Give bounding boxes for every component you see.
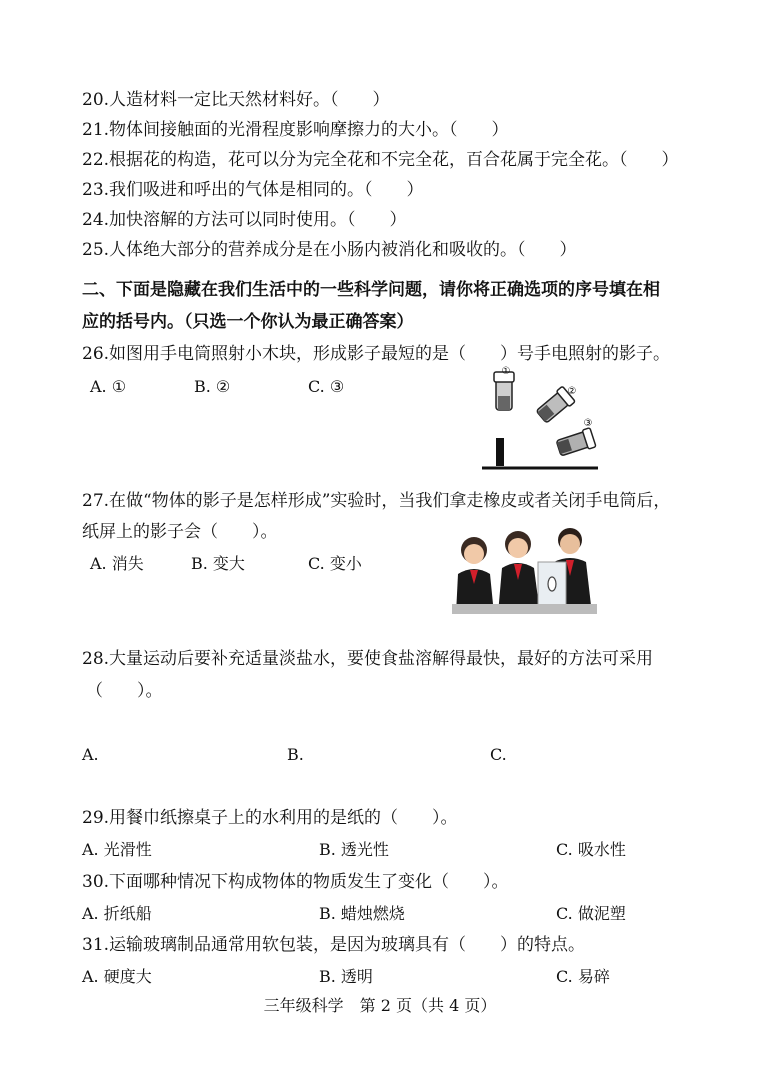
q31-option-c[interactable]: C. 易碎 xyxy=(556,967,610,986)
figure-label-1: ① xyxy=(501,366,511,377)
question-27-line1: 27.在做“物体的影子是怎样形成”实验时，当我们拿走橡皮或者关闭手电筒后， xyxy=(82,491,671,511)
question-26: 26.如图用手电筒照射小木块，形成影子最短的是（ ）号手电照射的影子。 xyxy=(82,344,671,364)
q28-option-c[interactable]: C. xyxy=(490,745,507,764)
flashlight-shadow-figure xyxy=(480,362,600,474)
question-31: 31.运输玻璃制品通常用软包装，是因为玻璃具有（ ）的特点。 xyxy=(82,935,586,955)
figure-label-3: ③ xyxy=(583,418,593,429)
q26-option-b[interactable]: B. ② xyxy=(194,377,231,396)
question-29: 29.用餐巾纸擦桌子上的水利用的是纸的（ ）。 xyxy=(82,808,458,828)
q26-option-a[interactable]: A. ① xyxy=(90,377,127,396)
section-2-heading-line1: 二、下面是隐藏在我们生活中的一些科学问题，请你将正确选项的序号填在相 xyxy=(82,280,660,300)
q30-option-c[interactable]: C. 做泥塑 xyxy=(556,904,626,923)
q28-option-b[interactable]: B. xyxy=(287,745,304,764)
figure-label-2: ② xyxy=(567,386,577,397)
section-2-heading-line2: 应的括号内。（只选一个你认为最正确答案） xyxy=(82,312,414,332)
q27-option-a[interactable]: A. 消失 xyxy=(90,554,144,573)
question-30: 30.下面哪种情况下构成物体的物质发生了变化（ ）。 xyxy=(82,872,509,892)
page-footer: 三年级科学 第 2 页（共 4 页） xyxy=(263,996,497,1015)
q29-option-c[interactable]: C. 吸水性 xyxy=(556,840,626,859)
q29-option-a[interactable]: A. 光滑性 xyxy=(82,840,152,859)
q27-option-c[interactable]: C. 变小 xyxy=(308,554,362,573)
question-27-line2: 纸屏上的影子会（ ）。 xyxy=(82,522,278,542)
q30-option-b[interactable]: B. 蜡烛燃烧 xyxy=(319,904,405,923)
q29-option-b[interactable]: B. 透光性 xyxy=(319,840,389,859)
q26-option-c[interactable]: C. ③ xyxy=(308,377,345,396)
question-24: 24.加快溶解的方法可以同时使用。（ ） xyxy=(82,210,407,230)
question-20: 20.人造材料一定比天然材料好。（ ） xyxy=(82,90,390,110)
flashlight-1-icon xyxy=(494,372,514,410)
q30-option-a[interactable]: A. 折纸船 xyxy=(82,904,152,923)
q31-option-b[interactable]: B. 透明 xyxy=(319,967,373,986)
wood-block xyxy=(496,438,504,466)
question-23: 23.我们吸进和呼出的气体是相同的。（ ） xyxy=(82,180,424,200)
q27-option-b[interactable]: B. 变大 xyxy=(191,554,245,573)
question-25: 25.人体绝大部分的营养成分是在小肠内被消化和吸收的。（ ） xyxy=(82,240,577,260)
question-21: 21.物体间接触面的光滑程度影响摩擦力的大小。（ ） xyxy=(82,120,509,140)
q31-option-a[interactable]: A. 硬度大 xyxy=(82,967,152,986)
children-experiment-image xyxy=(452,524,597,614)
question-28-line1: 28.大量运动后要补充适量淡盐水，要使食盐溶解得最快，最好的方法可采用 xyxy=(82,649,654,669)
flashlight-3-icon xyxy=(556,428,596,458)
question-22: 22.根据花的构造，花可以分为完全花和不完全花，百合花属于完全花。（ ） xyxy=(82,150,679,170)
question-28-line2: （ ）。 xyxy=(86,681,163,701)
q28-option-a[interactable]: A. xyxy=(82,745,99,764)
